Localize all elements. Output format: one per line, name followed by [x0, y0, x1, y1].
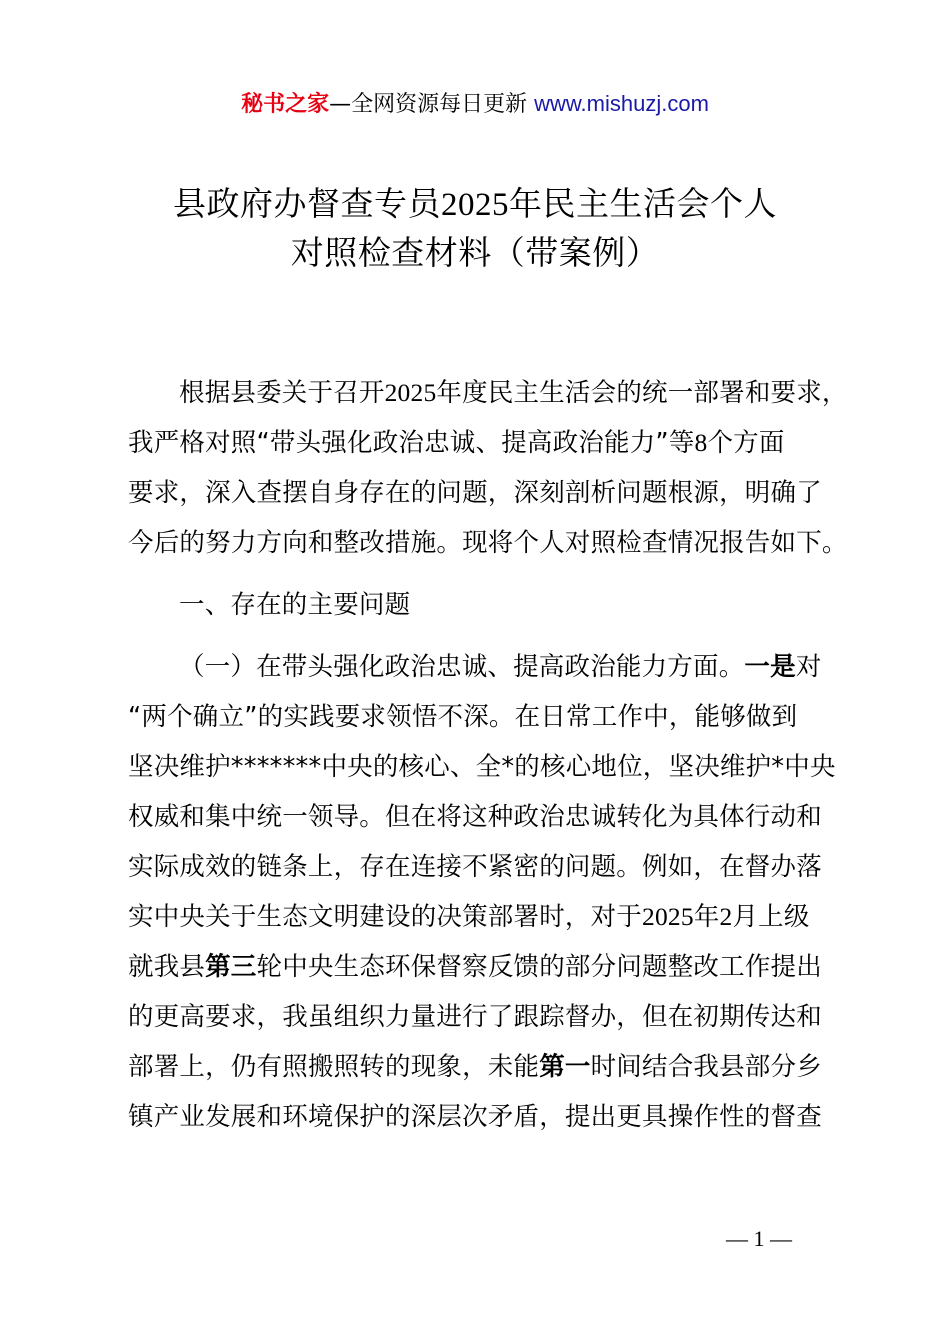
title-year: 2025 [441, 187, 509, 223]
text-run: 就我县 [128, 952, 206, 982]
year-number: 2025 [384, 378, 437, 407]
text-run: 对 [795, 652, 822, 682]
text-run: 根据县委关于召开 [179, 378, 385, 408]
paragraph-line [128, 642, 833, 692]
year-number: 2025 [642, 902, 694, 931]
paragraph-line: 的更高要求，我虽组织力量进行了跟踪督办，但在初期传达和 [128, 1002, 822, 1032]
title-text: 县政府办督查专员 [173, 184, 441, 223]
paragraph-line: 要求，深入查摆自身存在的问题，深刻剖析问题根源，明确了 [128, 478, 822, 508]
site-header-banner [0, 88, 950, 121]
header-slogan: 全网资源每日更新 [351, 92, 528, 117]
text-run: 时间结合我县部分乡 [590, 1052, 822, 1082]
text-run: 月上级 [732, 902, 810, 932]
paragraph-line [128, 942, 833, 992]
title-line-2: 对照检查材料（带案例） [290, 233, 660, 272]
text-run: 年度民主生活会的统一部署和要求， [436, 378, 848, 408]
intro-paragraph [128, 368, 848, 568]
paragraph-line: 坚决维护*******中央的核心、全*的核心地位，坚决维护*中央 [128, 752, 836, 782]
bold-marker: 一是 [744, 652, 796, 682]
paragraph-line: “两个确立”的实践要求领悟不深。在日常工作中，能够做到 [128, 702, 798, 732]
paragraph-line [128, 892, 833, 942]
paragraph-line [128, 418, 833, 468]
document-title [60, 180, 890, 277]
bold-marker: 第一 [539, 1052, 591, 1082]
section-heading-text: 一、存在的主要问题 [179, 590, 411, 620]
count-number: 8 [694, 428, 708, 457]
title-line-1 [60, 180, 890, 229]
header-dash: — [329, 92, 352, 117]
site-url-link[interactable]: www.mishuzj.com [534, 91, 709, 116]
text-run: 部署上，仍有照搬照转的现象，未能 [128, 1052, 540, 1082]
paragraph-line: 今后的努力方向和整改措施。现将个人对照检查情况报告如下。 [128, 528, 848, 558]
text-run: 个方面 [707, 428, 785, 458]
title-text: 年民主生活会个人 [509, 184, 777, 223]
subsection-heading: （一）在带头强化政治忠诚、提高政治能力方面。 [179, 652, 745, 682]
month-number: 2 [719, 902, 733, 931]
text-run: 我严格对照“带头强化政治忠诚、提高政治能力”等 [128, 428, 695, 458]
text-run: 年 [693, 902, 720, 932]
paragraph-line: 权威和集中统一领导。但在将这种政治忠诚转化为具体行动和 [128, 802, 822, 832]
text-run: 实中央关于生态文明建设的决策部署时，对于 [128, 902, 643, 932]
site-brand-name: 秘书之家 [241, 92, 330, 117]
text-run: 轮中央生态环保督察反馈的部分问题整改工作提出 [256, 952, 822, 982]
paragraph-line: 镇产业发展和环境保护的深层次矛盾，提出更具操作性的督查 [128, 1102, 822, 1132]
subsection-paragraph-1 [128, 642, 836, 1142]
paragraph-line [128, 1042, 833, 1092]
paragraph-line [128, 368, 848, 418]
bold-marker: 第三 [205, 952, 257, 982]
page-number: — 1 — [726, 1226, 792, 1251]
paragraph-line: 实际成效的链条上，存在连接不紧密的问题。例如，在督办落 [128, 852, 822, 882]
section-heading [128, 580, 833, 630]
